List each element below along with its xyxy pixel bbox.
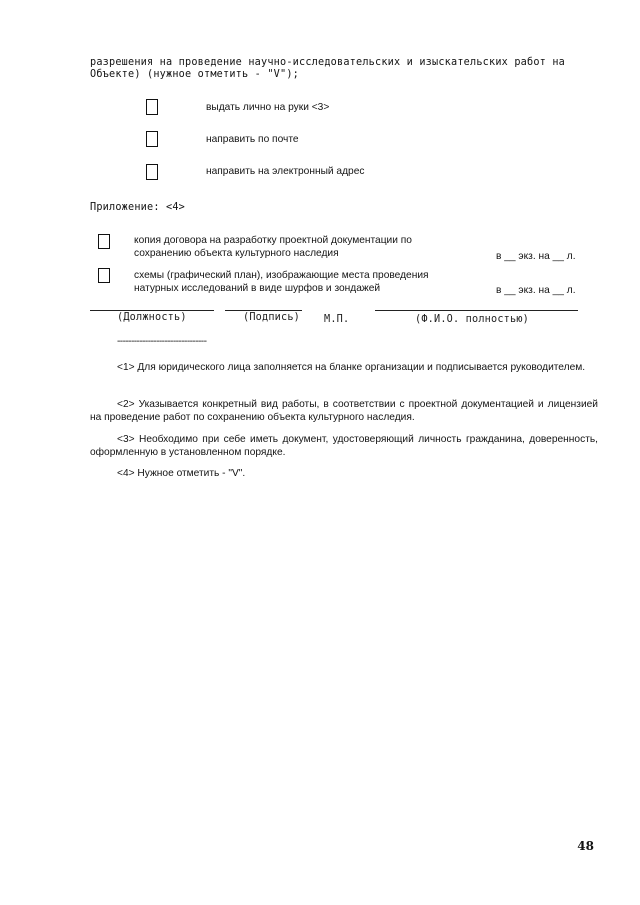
attachment-checkbox-2[interactable] bbox=[98, 268, 110, 283]
attachment-text-1 bbox=[134, 234, 412, 260]
delivery-option-checkbox-2[interactable] bbox=[146, 131, 158, 147]
footnote-1-text: <1> Для юридического лица заполняется на бланке организации и подписывается руководителем. bbox=[117, 362, 586, 373]
intro-line-1: разрешения на проведение научно-исследовательских и изыскательских работ на bbox=[90, 57, 566, 68]
signature-stamp-label: М.П. bbox=[324, 314, 350, 325]
appendix-heading: Приложение: <4> bbox=[90, 202, 186, 213]
signature-sign-label: (Подпись) bbox=[243, 312, 301, 323]
attachment-1-line-2: сохранению объекта культурного наследия bbox=[134, 248, 339, 259]
attachment-2-line-2: натурных исследований в виде шурфов и зондажей bbox=[134, 283, 381, 294]
delivery-option-label-3: направить на электронный адрес bbox=[206, 166, 365, 177]
footnote-2 bbox=[90, 398, 598, 424]
signature-line-position bbox=[90, 310, 214, 311]
footnote-3-text: <3> Необходимо при себе иметь документ, удостоверяющий личность гражданина, доверенность, оформленную в установленном порядке. bbox=[90, 434, 598, 458]
attachment-1-line-1: копия договора на разработку проектной документации по bbox=[134, 235, 412, 246]
signature-line-sign bbox=[225, 310, 302, 311]
footnote-4-text: <4> Нужное отметить - "V". bbox=[117, 468, 246, 479]
delivery-option-label-1: выдать лично на руки <3> bbox=[206, 102, 330, 113]
page-number: 48 bbox=[577, 839, 594, 853]
footnote-separator: -------------------------------- bbox=[117, 336, 207, 347]
footnote-2-text: <2> Указывается конкретный вид работы, в соответствии с проектной документацией и лицензией на проведение работ по сохранению объекта культурного наследия. bbox=[90, 399, 598, 423]
delivery-option-checkbox-1[interactable] bbox=[146, 99, 158, 115]
signature-position-label: (Должность) bbox=[117, 312, 187, 323]
signature-name-label: (Ф.И.О. полностью) bbox=[415, 314, 530, 325]
delivery-option-label-2: направить по почте bbox=[206, 134, 299, 145]
footnote-1 bbox=[90, 361, 598, 374]
attachment-text-2 bbox=[134, 269, 429, 295]
attachment-2-line-1: схемы (графический план), изображающие места проведения bbox=[134, 270, 429, 281]
footnote-3 bbox=[90, 433, 598, 459]
intro-line-2: Объекте) (нужное отметить - "V"); bbox=[90, 69, 300, 80]
attachment-copies-2: в __ экз. на __ л. bbox=[496, 285, 576, 296]
attachment-checkbox-1[interactable] bbox=[98, 234, 110, 249]
delivery-option-checkbox-3[interactable] bbox=[146, 164, 158, 180]
footnote-4 bbox=[90, 467, 598, 480]
attachment-copies-1: в __ экз. на __ л. bbox=[496, 251, 576, 262]
signature-line-name bbox=[375, 310, 578, 311]
